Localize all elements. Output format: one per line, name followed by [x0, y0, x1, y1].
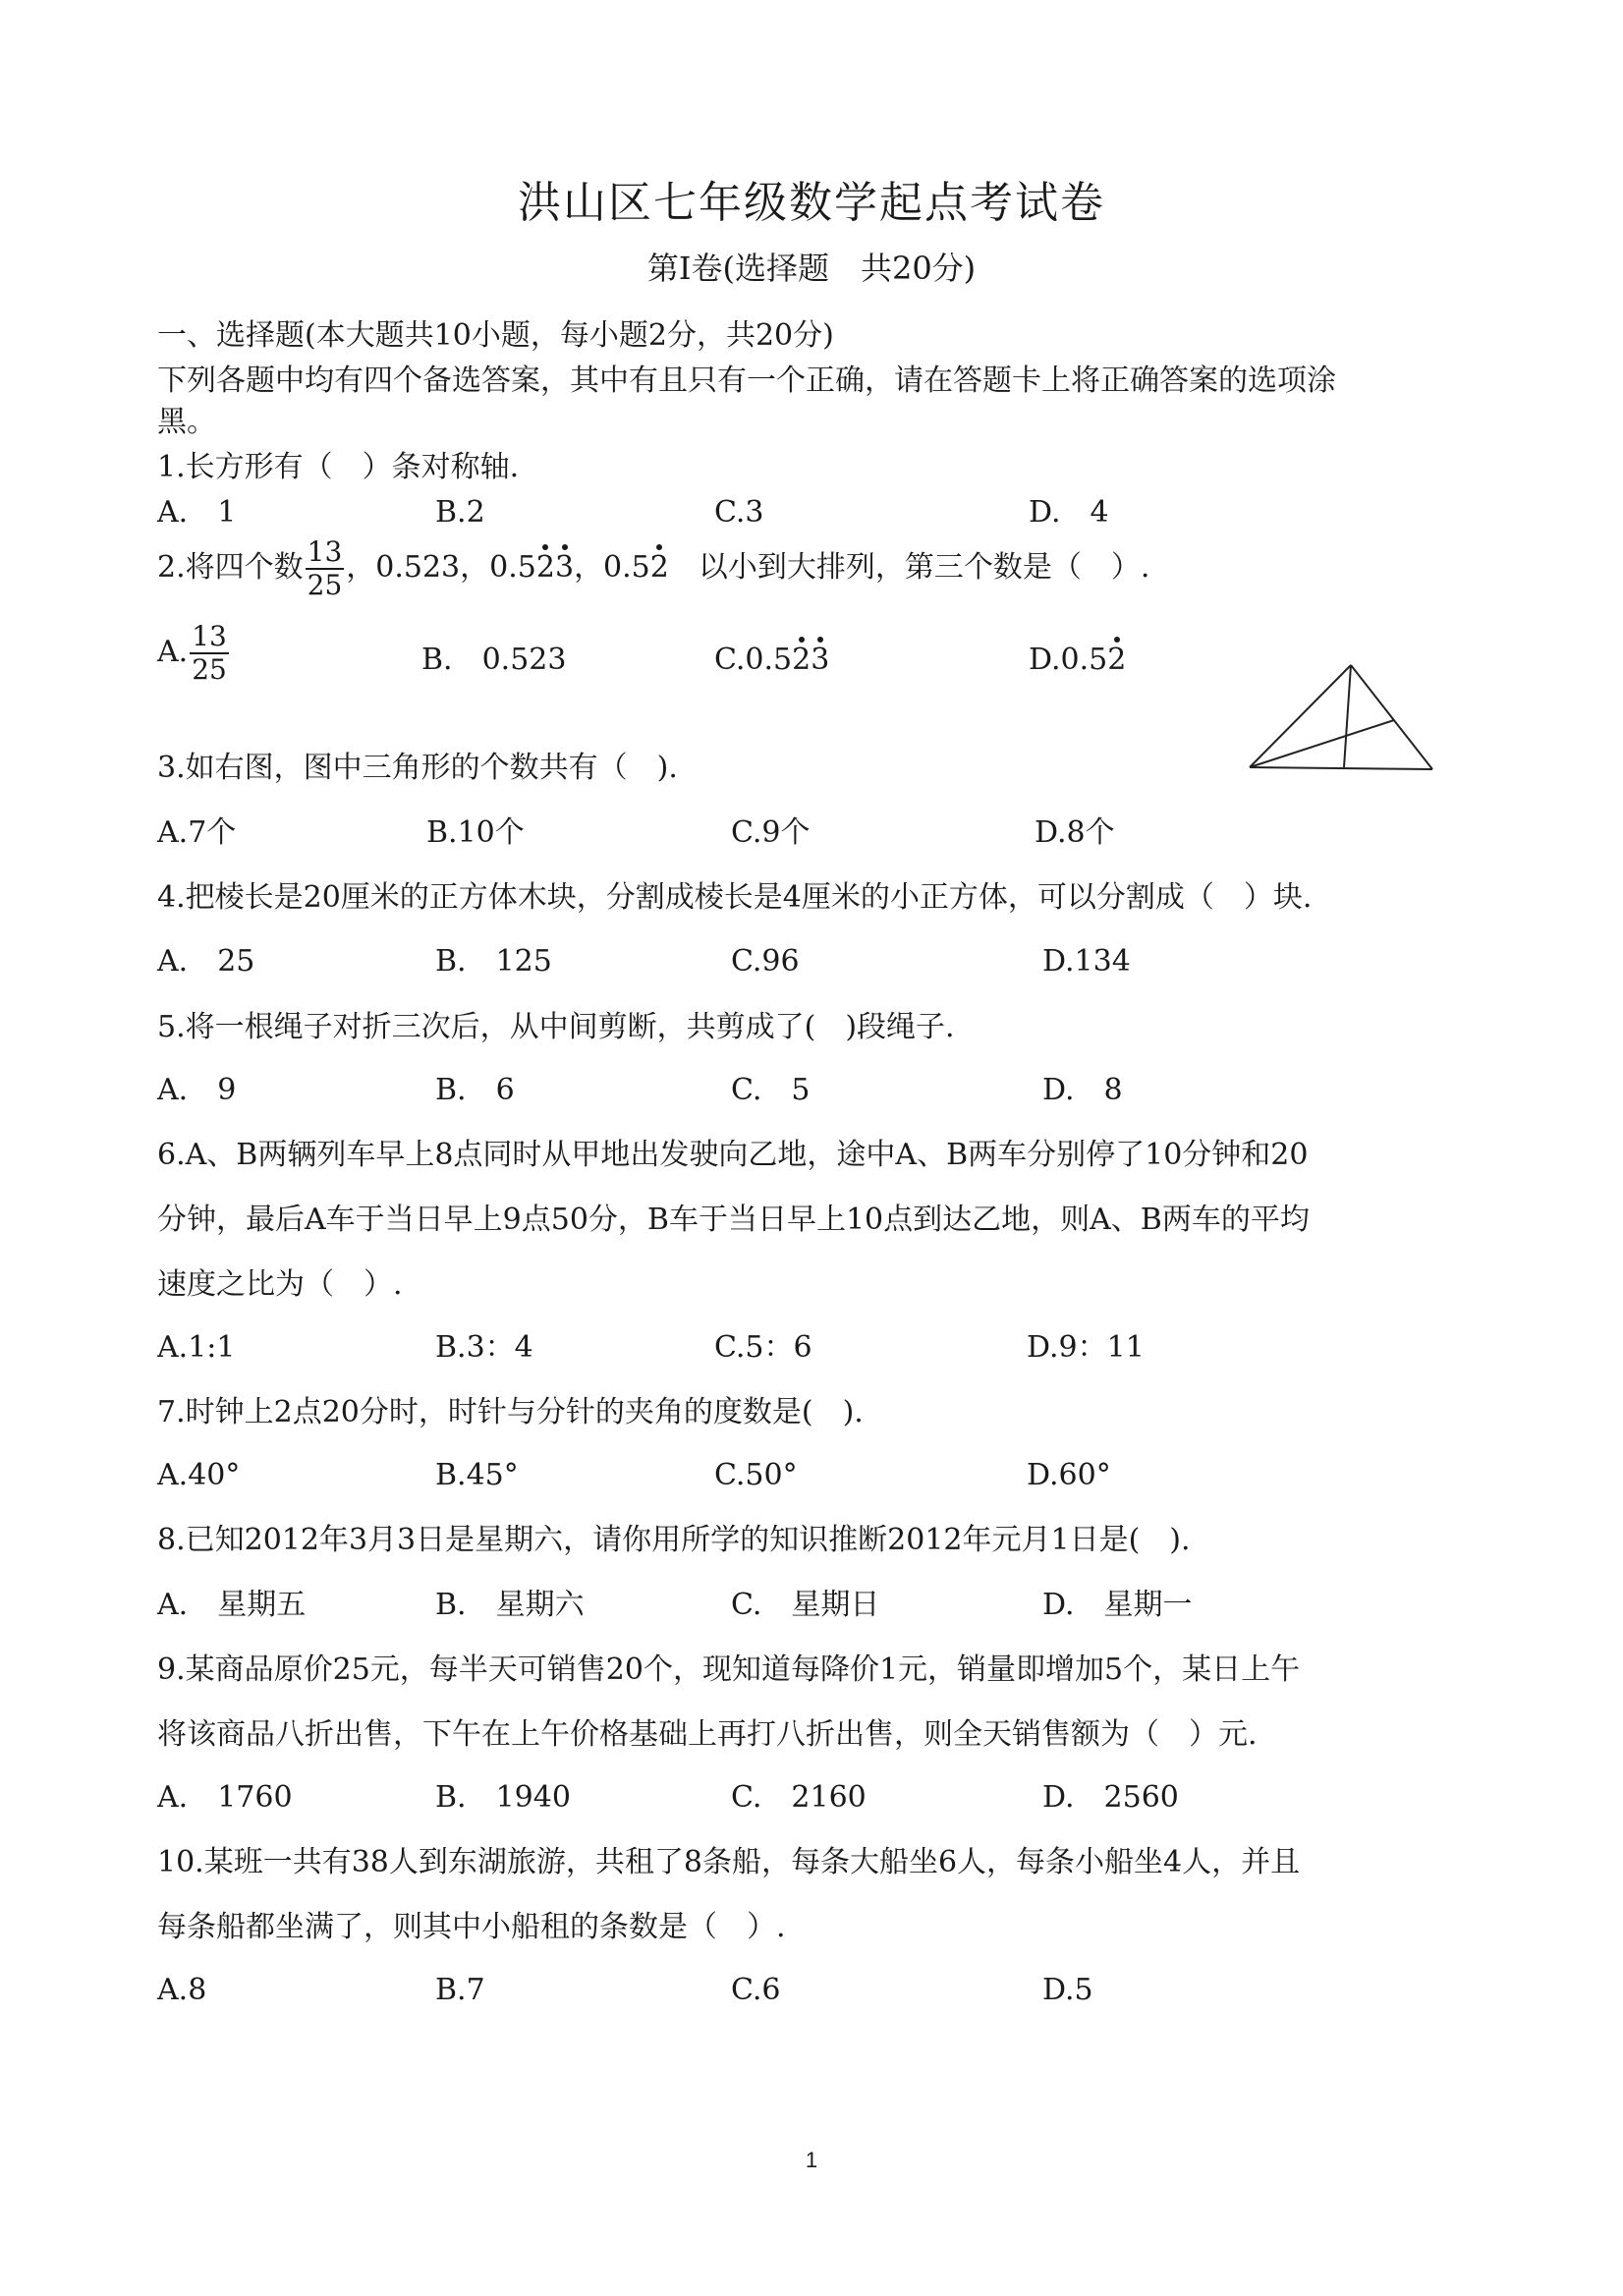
fraction-denominator: 25: [192, 653, 227, 686]
question-1: 1.长方形有（ ）条对称轴.: [157, 450, 520, 484]
fraction-numerator: 13: [192, 620, 227, 652]
q3-option-d: D.8个: [1035, 815, 1115, 850]
q5-option-b: B. 6: [435, 1073, 515, 1107]
q2-mid2: ，0.5: [574, 550, 650, 585]
q10-option-d: D.5: [1042, 1973, 1093, 2007]
repeating-digit-dotted: 2: [536, 548, 555, 588]
exam-title: 洪山区七年级数学起点考试卷: [518, 178, 1105, 228]
q6-option-c: C.5：6: [714, 1330, 812, 1365]
question-9: 9.某商品原价25元，每半天可销售20个，现知道每降价1元，销量即增加5个，某日上午: [157, 1652, 1301, 1687]
q10-option-b: B.7: [435, 1973, 485, 2007]
q2-prefix: 2.将四个数: [157, 550, 304, 585]
question-5: 5.将一根绳子对折三次后，从中间剪断，共剪成了( )段绳子.: [157, 1010, 955, 1044]
q1-option-b: B.2: [435, 495, 485, 530]
q7-option-a: A.40°: [157, 1458, 241, 1492]
section-instruction-cont: 黑。: [157, 405, 216, 439]
repeating-digit-dotted: 2: [792, 641, 811, 680]
fraction-13-25: [190, 621, 229, 686]
q7-option-c: C.50°: [714, 1458, 798, 1492]
fraction-13-25: [306, 536, 345, 601]
q2-option-d: [1029, 641, 1126, 680]
q5-option-a: A. 9: [157, 1073, 237, 1107]
repeating-digit-dotted: 3: [555, 548, 574, 588]
q2-mid1: ，0.523，0.: [346, 550, 518, 585]
q3-option-c: C.9个: [731, 815, 811, 850]
repeating-digit-dotted: 2: [1107, 641, 1126, 680]
exam-subtitle: 第Ⅰ卷(选择题 共20分): [646, 250, 977, 287]
q8-option-d: D. 星期一: [1042, 1588, 1193, 1622]
question-10: 10.某班一共有38人到东湖旅游，共租了8条船，每条大船坐6人，每条小船坐4人，并且: [157, 1845, 1301, 1879]
q4-option-b: B. 125: [435, 944, 552, 979]
q1-option-a: A. 1: [157, 495, 237, 530]
q2-option-b: B. 0.523: [421, 643, 567, 677]
question-10-cont: 每条船都坐满了，则其中小船租的条数是（ ）.: [157, 1910, 786, 1944]
fraction-numerator: 13: [307, 535, 343, 568]
q4-option-c: C.96: [731, 944, 800, 979]
repeating-digit: 5: [773, 643, 793, 677]
repeating-digit-dotted: 3: [811, 641, 829, 680]
question-3: 3.如右图，图中三角形的个数共有（ ).: [157, 751, 678, 785]
question-9-cont: 将该商品八折出售，下午在上午价格基础上再打八折出售，则全天销售额为（ ）元.: [157, 1717, 1258, 1752]
question-6-cont: 分钟，最后A车于当日早上9点50分，B车于当日早上10点到达乙地，则A、B两车的平均: [157, 1203, 1310, 1237]
q9-option-b: B. 1940: [435, 1780, 571, 1815]
q2-option-c-prefix: C.0.: [714, 643, 774, 677]
question-2: [157, 536, 1149, 601]
q8-option-b: B. 星期六: [435, 1588, 585, 1622]
repeating-digit: 5: [517, 550, 536, 585]
repeating-digit-dotted: 2: [650, 548, 669, 588]
q10-option-c: C.6: [731, 1973, 781, 2007]
q5-option-d: D. 8: [1042, 1073, 1123, 1107]
q2-option-a: [157, 621, 231, 686]
q2-suffix: 以小到大排列，第三个数是（ ）.: [668, 550, 1150, 585]
q3-option-b: B.10个: [426, 815, 525, 850]
q7-option-b: B.45°: [435, 1458, 519, 1492]
q9-option-a: A. 1760: [157, 1780, 293, 1815]
q7-option-d: D.60°: [1027, 1458, 1111, 1492]
triangle-left-side: [1250, 665, 1351, 767]
q10-option-a: A.8: [157, 1973, 207, 2007]
q6-option-d: D.9：11: [1027, 1330, 1145, 1365]
q4-option-a: A. 25: [157, 944, 255, 979]
q3-option-a: A.7个: [157, 815, 237, 850]
q8-option-c: C. 星期日: [731, 1588, 880, 1622]
triangle-cevian: [1250, 720, 1394, 767]
q2-option-d-prefix: D.0.5: [1029, 643, 1108, 677]
fraction-denominator: 25: [307, 569, 343, 601]
triangle-base: [1250, 767, 1432, 769]
q5-option-c: C. 5: [731, 1073, 811, 1107]
q2-option-c: [714, 641, 829, 680]
q9-option-d: D. 2560: [1042, 1780, 1179, 1815]
q9-option-c: C. 2160: [731, 1780, 867, 1815]
section-heading: 一、选择题(本大题共10小题，每小题2分，共20分): [157, 318, 834, 353]
question-6-cont: 速度之比为（ ）.: [157, 1267, 403, 1302]
question-6: 6.A、B两辆列车早上8点同时从甲地出发驶向乙地，途中A、B两车分别停了10分钟和20: [157, 1138, 1309, 1172]
triangle-cevian: [1344, 665, 1351, 767]
q2-option-a-label: A.: [157, 635, 189, 669]
question-8: 8.已知2012年3月3日是星期六，请你用所学的知识推断2012年元月1日是( ).: [157, 1523, 1191, 1557]
triangle-figure: [1238, 656, 1444, 776]
question-4: 4.把棱长是20厘米的正方体木块，分割成棱长是4厘米的小正方体，可以分割成（ ）块.: [157, 880, 1313, 915]
section-instruction: 下列各题中均有四个备选答案，其中有且只有一个正确，请在答题卡上将正确答案的选项涂: [157, 364, 1336, 398]
q1-option-d: D. 4: [1029, 495, 1109, 530]
q4-option-d: D.134: [1042, 944, 1131, 979]
page-number: 1: [805, 2148, 818, 2172]
q8-option-a: A. 星期五: [157, 1588, 307, 1622]
q1-option-c: C.3: [714, 495, 764, 530]
q6-option-a: A.1:1: [157, 1330, 236, 1365]
question-7: 7.时钟上2点20分时，时针与分针的夹角的度数是( ).: [157, 1395, 864, 1429]
q6-option-b: B.3：4: [435, 1330, 533, 1365]
triangle-right-side: [1351, 665, 1432, 769]
